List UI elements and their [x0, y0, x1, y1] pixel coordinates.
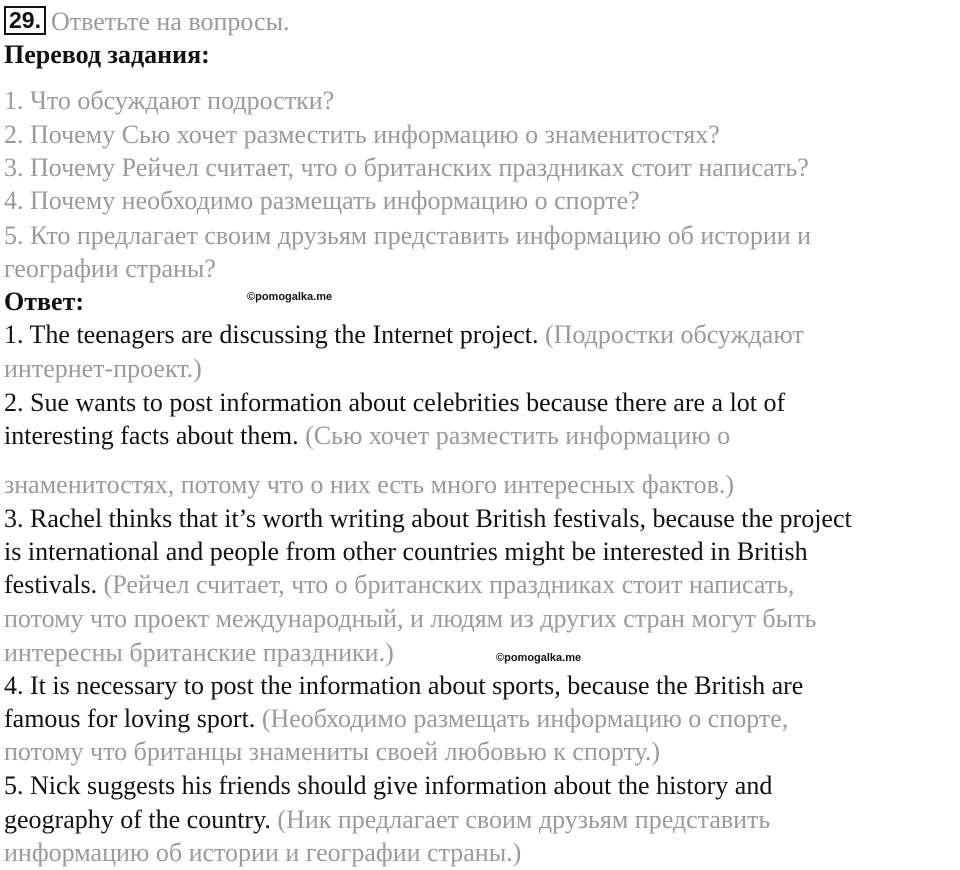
- translation-line: географии страны?: [4, 254, 216, 283]
- answer-ru: знаменитостях, потому что о них есть много интересных фактов.): [4, 470, 735, 499]
- answer-line: [4, 704, 788, 734]
- answer-en: 1. The teenagers are discussing the Internet project.: [4, 320, 539, 349]
- answer-ru: потому что проект международный, и людям из других стран могут быть: [4, 604, 817, 633]
- answer-line: [4, 504, 852, 534]
- answer-ru: потому что британцы знамениты своей любовью к спорту.): [4, 737, 661, 766]
- answer-en: 2. Sue wants to post information about celebrities because there are a lot of: [4, 388, 786, 417]
- translation-heading: Перевод задания:: [4, 40, 210, 69]
- translation-line: 2. Почему Сью хочет разместить информацию о знаменитостях?: [4, 120, 720, 149]
- task-header: [4, 6, 290, 37]
- answer-ru: (Необходимо размещать информацию о спорте,: [255, 704, 789, 733]
- watermark: ©pomogalka.me: [496, 652, 582, 664]
- answer-en: interesting facts about them.: [4, 421, 299, 450]
- answer-ru: интернет-проект.): [4, 354, 202, 383]
- answer-en: 3. Rachel thinks that it’s worth writing about British festivals, because the project: [4, 504, 852, 533]
- answer-ru: информацию об истории и географии страны.): [4, 838, 522, 867]
- answer-en: is international and people from other countries might be interested in British: [4, 537, 808, 566]
- answer-ru: (Сью хочет разместить информацию о: [298, 421, 731, 450]
- translation-line: 1. Что обсуждают подростки?: [4, 86, 335, 115]
- answer-line: [4, 354, 202, 384]
- translation-line: 4. Почему необходимо размещать информацию о спорте?: [4, 186, 640, 215]
- answer-line: [4, 537, 808, 567]
- answer-line: [4, 470, 734, 500]
- translation-line: 3. Почему Рейчел считает, что о британских праздниках стоит написать?: [4, 153, 809, 182]
- answer-line: [4, 421, 730, 451]
- answer-ru: (Ник предлагает своим друзьям представить: [270, 805, 771, 834]
- answer-line: [4, 570, 794, 600]
- answer-line: [4, 838, 521, 868]
- answer-line: [4, 638, 394, 668]
- task-number-box: 29.: [4, 6, 46, 35]
- answer-line: [4, 320, 804, 350]
- answer-en: festivals.: [4, 570, 98, 599]
- translation-line: 5. Кто предлагает своим друзьям представить информацию об истории и: [4, 221, 812, 250]
- answer-heading: Ответ:: [4, 287, 85, 316]
- answer-ru: интересны британские праздники.): [4, 638, 394, 667]
- answer-ru: (Подростки обсуждают: [538, 320, 804, 349]
- answer-line: [4, 737, 660, 767]
- answer-line: [4, 771, 772, 801]
- answer-en: 4. It is necessary to post the information about sports, because the British are: [4, 671, 804, 700]
- answer-ru: (Рейчел считает, что о британских праздниках стоит написать,: [97, 570, 795, 599]
- answer-line: [4, 604, 816, 634]
- answer-line: [4, 671, 803, 701]
- answer-line: [4, 388, 785, 418]
- answer-en: 5. Nick suggests his friends should give information about the history and: [4, 771, 773, 800]
- watermark: ©pomogalka.me: [247, 291, 333, 303]
- answer-line: [4, 805, 770, 835]
- answer-en: geography of the country.: [4, 805, 271, 834]
- task-instruction: Ответьте на вопросы.: [50, 7, 290, 36]
- answer-en: famous for loving sport.: [4, 704, 256, 733]
